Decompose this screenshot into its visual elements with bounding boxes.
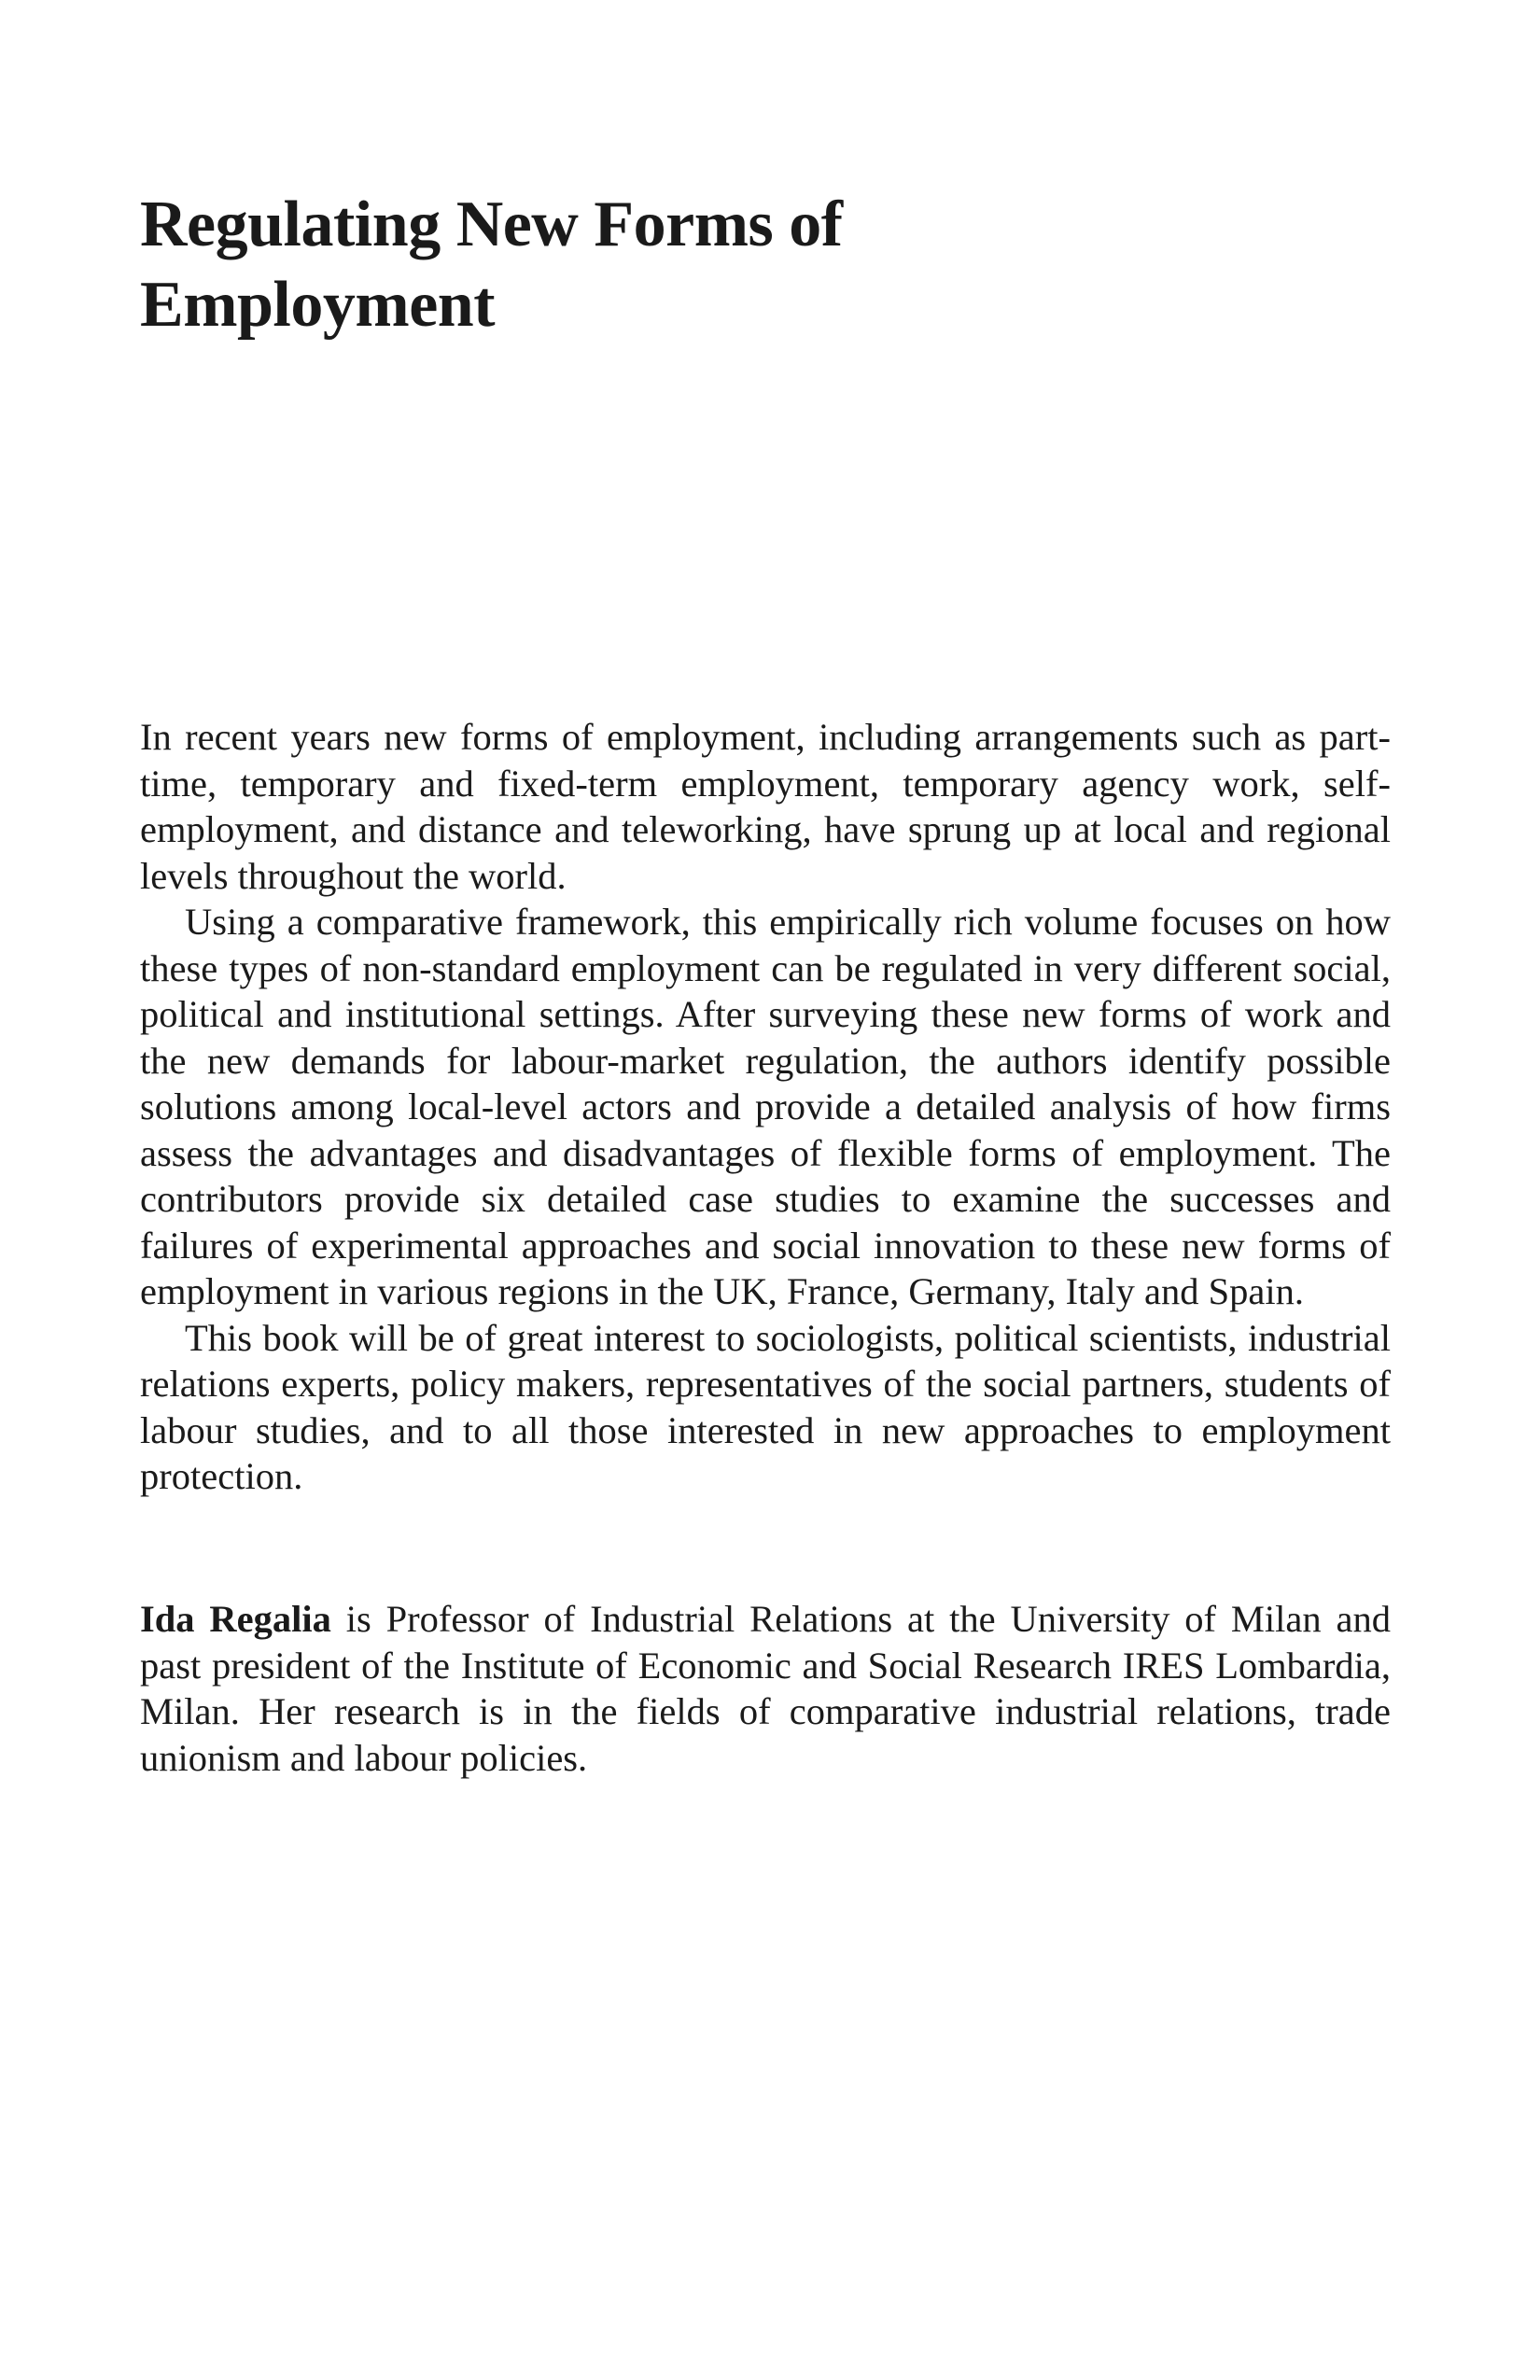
book-title xyxy=(140,185,1391,345)
book-description xyxy=(140,714,1391,1500)
description-paragraph-1: In recent years new forms of employment, including arrangements such as part-time, temporary and fixed-term employment, temporary agency work, self-employment, and distance and teleworking, have sprung up at local and regional levels throughout the world. xyxy=(140,716,1391,897)
author-bio-text: is Professor of Industrial Relations at the University of Milan and past president of the Institute of Economic and Social Research IRES Lombardia, Milan. Her research is in the fields of comparative industrial relations, trade unionism and labour policies. xyxy=(140,1598,1391,1779)
book-title-line-2: Employment xyxy=(140,269,495,341)
book-title-line-1: Regulating New Forms of xyxy=(140,189,843,260)
author-name: Ida Regalia xyxy=(140,1598,331,1640)
author-bio xyxy=(140,1596,1391,1781)
description-paragraph-3: This book will be of great interest to sociologists, political scientists, industrial relations experts, policy makers, representatives of the social partners, students of labour studies, and to all those interested in new approaches to employment protection. xyxy=(140,1316,1391,1497)
description-paragraph-2: Using a comparative framework, this empirically rich volume focuses on how these types of non-standard employment can be regulated in very different social, political and institutional settings. After surveying these new forms of work and the new demands for labour-market regulation, the authors identify possible solutions among local-level actors and provide a detailed analysis of how firms assess the advantages and disadvantages of flexible forms of employment. The contributors provide six detailed case studies to examine the successes and failures of experimental approaches and social innovation to these new forms of employment in various regions in the UK, France, Germany, Italy and Spain. xyxy=(140,901,1391,1312)
book-page xyxy=(140,0,1391,2380)
